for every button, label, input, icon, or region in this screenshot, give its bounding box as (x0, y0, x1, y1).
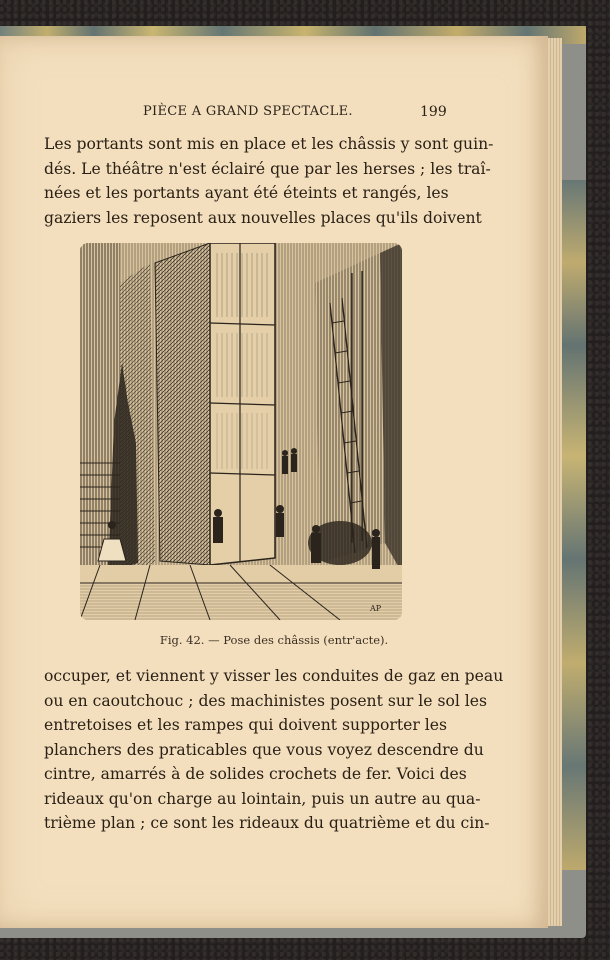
text-line: cintre, amarrés à de solides crochets de fer. Voici des (44, 765, 467, 783)
text-line: occuper, et viennent y visser les conduites de gaz en peau (44, 667, 504, 685)
text-line: entretoises et les rampes qui doivent supporter les (44, 716, 447, 734)
figure-caption (0, 633, 548, 647)
text-line: Les portants sont mis en place et les châssis y sont guin- (44, 135, 494, 153)
running-title: PIÈCE A GRAND SPECTACLE. (143, 104, 353, 119)
text-line: planchers des praticables que vous voyez descendre du (44, 740, 484, 759)
running-header (0, 104, 548, 126)
engraver-signature: AP (370, 604, 382, 613)
text-line: dés. Le théâtre n'est éclairé que par les herses ; les traî- (44, 159, 491, 178)
text-line: gaziers les reposent aux nouvelles places qu'ils doivent (44, 208, 482, 227)
engraving-figure (80, 243, 402, 620)
engraving-illustration (80, 243, 402, 620)
paragraph-top (44, 132, 494, 230)
paragraph-bottom (44, 664, 504, 836)
text-line: rideaux qu'on charge au lointain, puis un autre au qua- (44, 789, 481, 808)
caption-text: Fig. 42. — Pose des châssis (entr'acte). (159, 633, 389, 647)
text-line: trième plan ; ce sont les rideaux du quatrième et du cin- (44, 814, 490, 832)
text-line: ou en caoutchouc ; des machinistes posent sur le sol les (44, 691, 488, 710)
text-line: nées et les portants ayant été éteints et rangés, les (44, 184, 449, 202)
page-number: 199 (420, 104, 447, 120)
marbled-edge-right (560, 180, 586, 870)
